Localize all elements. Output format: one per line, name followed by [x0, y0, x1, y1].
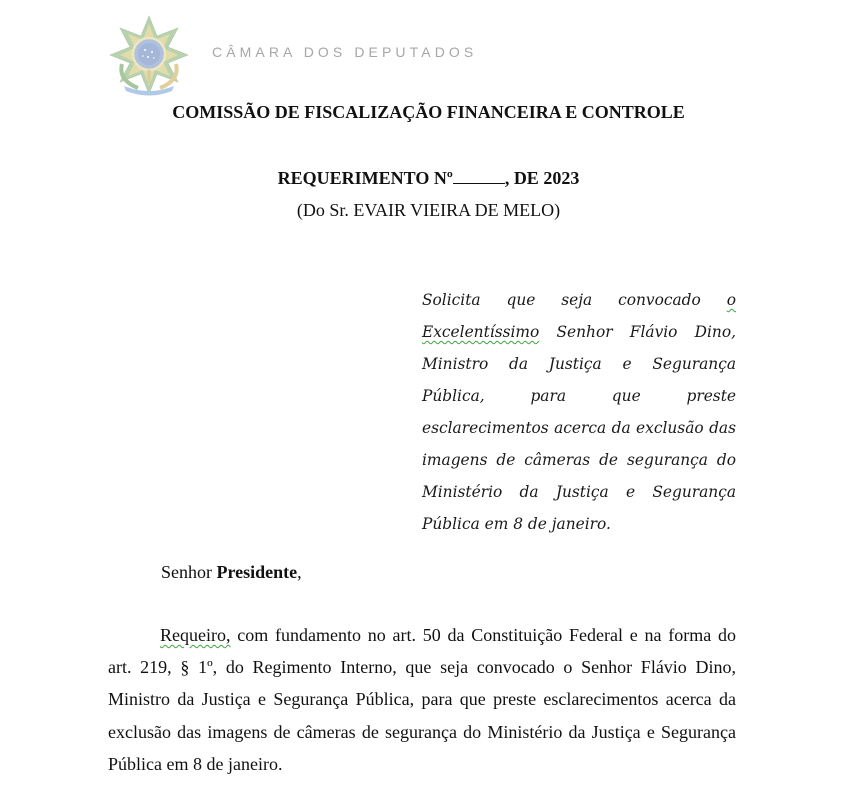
request-suffix: , DE 2023 [504, 168, 580, 188]
salutation-prefix: Senhor [161, 562, 217, 582]
body-paragraph [108, 619, 736, 780]
ementa-text-5: Senhor Flávio Dino, Ministro da Justiça e Segurança Pública, para que preste esclarecimentos acerca da exclusão das imagens de câmeras de segurança do Ministério da Justiça e Segurança Pública em 8 de janeiro. [422, 323, 736, 533]
ementa-text-1: Solicita que seja convocado [422, 291, 727, 309]
institution-header: CÂMARA DOS DEPUTADOS [212, 44, 478, 60]
body-rest: com fundamento no art. 50 da Constituição Federal e na forma do art. 219, § 1º, do Regimento Interno, que seja convocado o Senhor Flávio Dino, Ministro da Justiça e Segurança Pública, para que preste esclarecimentos acerca da exclusão das imagens de câmeras de segurança do Ministério da Justiça e Segurança Pública em 8 de janeiro. [108, 625, 736, 774]
salutation [161, 562, 302, 583]
request-number-blank [453, 166, 505, 184]
salutation-suffix: , [297, 562, 302, 582]
request-title [0, 166, 857, 189]
ementa-text-2: o [726, 291, 736, 309]
brazil-coat-of-arms-icon [108, 14, 190, 96]
committee-title: COMISSÃO DE FISCALIZAÇÃO FINANCEIRA E CONTROLE [172, 102, 685, 122]
salutation-bold: Presidente [216, 562, 298, 582]
ementa-paragraph [422, 284, 736, 540]
request-prefix: REQUERIMENTO Nº [277, 168, 453, 188]
body-first-word: Requeiro, [160, 625, 231, 645]
author-line: (Do Sr. EVAIR VIEIRA DE MELO) [296, 200, 561, 220]
ementa-text-4: Excelentíssimo [422, 323, 540, 341]
